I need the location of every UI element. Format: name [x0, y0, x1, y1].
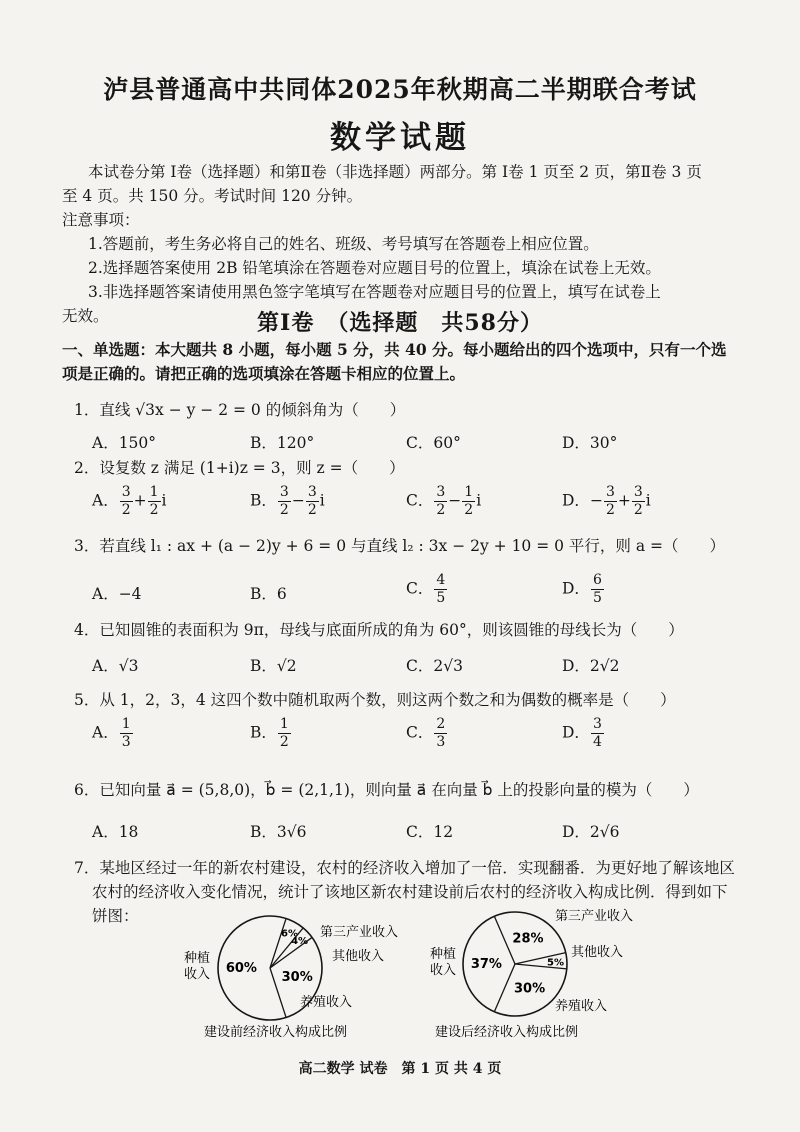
pie-after-plant-label-1: 种植: [430, 947, 457, 962]
pie-before-plant-label-1: 种植: [184, 951, 211, 966]
question-2-option-c: C． $\frac{3}{2}$ − $\frac{1}{2}$ i: [406, 484, 482, 518]
exam-subject-title: 数学试题: [330, 120, 470, 156]
question-7-stem-2: 农村的经济收入变化情况，统计了该地区新农村建设前后农村的经济收入构成比例．得到如下: [92, 883, 728, 901]
notice-item-1: 1.答题前，考生务必将自己的姓名、班级、考号填写在答题卷上相应位置。: [88, 235, 599, 253]
question-4-option-a: A．√3: [92, 657, 139, 675]
pie-after-tertiary-label: 第三产业收入: [555, 909, 634, 924]
question-1-stem: 1．直线 √3x − y − 2 = 0 的倾斜角为（ ）: [74, 401, 406, 419]
pie-before-tertiary-label: 第三产业收入: [320, 925, 399, 940]
question-1-option-a: A．150°: [92, 434, 157, 452]
question-3-option-a: A．−4: [92, 585, 142, 603]
option-label: D．: [562, 491, 590, 510]
question-5-option-b: [250, 716, 292, 751]
pie-after-other-label: 其他收入: [571, 945, 624, 960]
pie-slice-value-label: 28%: [512, 931, 544, 947]
option-label: B．: [250, 491, 277, 510]
option-label: D．: [562, 723, 590, 742]
option-label: A．: [92, 491, 119, 510]
page-footer: 高二数学 试卷 第 1 页 共 4 页: [298, 1061, 502, 1077]
fraction: $\frac{3}{2}$: [633, 484, 643, 518]
pie-slice-edge: [270, 919, 286, 968]
exam-header-title: 泸县普通高中共同体2025年秋期高二半期联合考试: [103, 75, 697, 104]
question-5-option-c: [406, 716, 448, 751]
pie-after-plant-label-2: 收入: [430, 963, 457, 978]
question-1-option-d: D．30°: [562, 434, 618, 452]
pie-slice-value-label: 6%: [281, 928, 299, 940]
fraction: $\frac{3}{2}$: [307, 484, 317, 518]
question-6-stem: 6．已知向量 a⃗ = (5,8,0)，b⃗ = (2,1,1)，则向量 a⃗ 在向量 b⃗ 上的投影向量的模为（ ）: [74, 781, 699, 799]
notice-item-2: 2.选择题答案使用 2B 铅笔填涂在答题卷对应题目号的位置上，填涂在试卷上无效。: [88, 259, 661, 277]
option-label: A．: [92, 723, 119, 742]
fraction: $\frac{3}{4}$: [592, 716, 602, 750]
question-3-option-b: B．6: [250, 585, 287, 603]
question-3-option-c: [406, 572, 448, 607]
fraction: $\frac{1}{2}$: [464, 484, 474, 518]
section-1-instruction-1: 一、单选题：本大题共 8 小题，每小题 5 分，共 40 分。每小题给出的四个选项中，只有一个选: [62, 340, 727, 359]
question-4-option-d: D．2√2: [562, 657, 620, 675]
question-6-option-a: A．18: [92, 823, 139, 841]
option-label: C．: [406, 491, 434, 510]
pie-slice-value-label: 30%: [281, 969, 313, 985]
question-3-option-d: [562, 572, 605, 607]
pie-chart-before: [170, 906, 420, 1052]
option-label: C．: [406, 723, 434, 742]
pie-before-other-label: 其他收入: [332, 949, 385, 964]
question-5-option-d: [562, 716, 605, 751]
fraction: $\frac{1}{2}$: [149, 484, 159, 518]
pie-before-title: 建设前经济收入构成比例: [204, 1025, 348, 1040]
question-2-option-b: B． $\frac{3}{2}$ − $\frac{3}{2}$ i: [250, 484, 325, 518]
question-6-option-b: B．3√6: [250, 823, 307, 841]
fraction: $\frac{3}{2}$: [279, 484, 289, 518]
pie-slice-value-label: 37%: [470, 957, 502, 972]
question-6-option-c: C．12: [406, 823, 454, 841]
question-4-option-b: B．√2: [250, 657, 297, 675]
pie-before-farming-label: 养殖收入: [300, 995, 353, 1010]
fraction: $\frac{6}{5}$: [592, 572, 602, 606]
question-6-option-d: D．2√6: [562, 823, 620, 841]
question-3-stem: 3．若直线 l₁ : ax + (a − 2)y + 6 = 0 与直线 l₂ : 3x − 2y + 10 = 0 平行，则 a =（ ）: [74, 537, 726, 555]
fraction: $\frac{3}{2}$: [121, 484, 131, 518]
question-7-stem-3: 饼图：: [92, 907, 139, 925]
intro-line-2: 至 4 页。共 150 分。考试时间 120 分钟。: [62, 187, 363, 205]
pie-before-plant-label-2: 收入: [184, 967, 211, 982]
question-1-option-c: C．60°: [406, 434, 461, 452]
question-2-stem: 2．设复数 z 满足 (1+i)z = 3，则 z =（ ）: [74, 459, 405, 477]
notice-item-3: 3.非选择题答案请使用黑色签字笔填写在答题卷对应题目号的位置上，填写在试卷上: [88, 283, 661, 301]
fraction: $\frac{3}{2}$: [605, 484, 615, 518]
section-1-instruction-2: 项是正确的。请把正确的选项填涂在答题卡相应的位置上。: [62, 364, 466, 383]
question-2-option-a: A． $\frac{3}{2}$ + $\frac{1}{2}$ i: [92, 484, 167, 518]
intro-line-1: 本试卷分第 Ⅰ卷（选择题）和第Ⅱ卷（非选择题）两部分。第 Ⅰ卷 1 页至 2 页，第Ⅱ卷 3 页: [88, 163, 702, 181]
pie-chart-after: [425, 906, 655, 1052]
question-1-option-b: B．120°: [250, 434, 315, 452]
question-4-option-c: C．2√3: [406, 657, 463, 675]
option-label: C．: [406, 579, 434, 598]
fraction: $\frac{1}{2}$: [279, 716, 289, 750]
question-5-stem: 5．从 1，2，3，4 这四个数中随机取两个数，则这两个数之和为偶数的概率是（ ）: [74, 691, 676, 709]
notice-title: 注意事项：: [62, 211, 140, 229]
notice-item-3-cont: 无效。: [62, 307, 109, 325]
fraction: $\frac{2}{3}$: [436, 716, 446, 750]
question-7-stem-1: 7．某地区经过一年的新农村建设，农村的经济收入增加了一倍．实现翻番．为更好地了解该地区: [74, 859, 735, 877]
fraction: $\frac{3}{2}$: [436, 484, 446, 518]
fraction: $\frac{1}{3}$: [121, 716, 131, 750]
question-2-option-d: D．− $\frac{3}{2}$ + $\frac{3}{2}$ i: [562, 484, 651, 518]
question-5-option-a: [92, 716, 134, 751]
pie-slice-value-label: 4%: [291, 936, 309, 948]
pie-slice-value-label: 30%: [513, 981, 546, 997]
option-label: D．: [562, 579, 590, 598]
pie-after-title: 建设后经济收入构成比例: [435, 1025, 579, 1040]
option-label: B．: [250, 723, 277, 742]
section-1-title: 第Ⅰ卷 （选择题 共58分）: [257, 310, 543, 336]
fraction: $\frac{4}{5}$: [436, 572, 446, 606]
pie-after-farming-label: 养殖收入: [555, 999, 608, 1014]
question-4-stem: 4．已知圆锥的表面积为 9π，母线与底面所成的角为 60°，则该圆锥的母线长为（ ）: [74, 621, 684, 639]
pie-slice-value-label: 5%: [546, 957, 564, 969]
pie-slice-value-label: 60%: [225, 961, 257, 976]
